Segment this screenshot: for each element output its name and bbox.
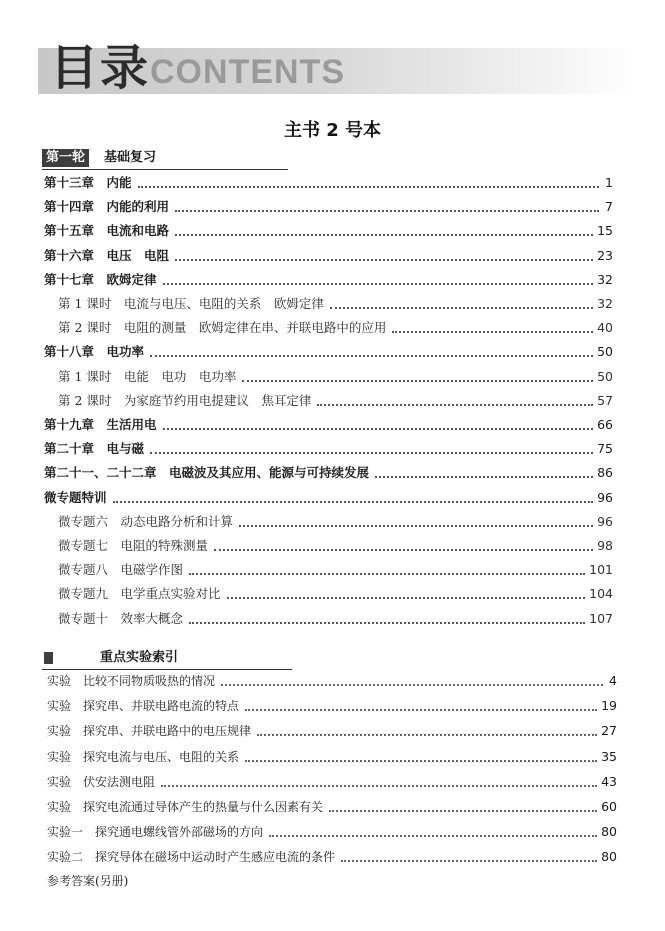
toc-entry-title: 第十八章 电功率 — [44, 344, 145, 360]
toc-entry-page: 50 — [597, 368, 613, 384]
toc-entry-page: 35 — [601, 748, 617, 764]
toc-entry-page: 19 — [601, 698, 617, 714]
dot-leader — [150, 451, 593, 454]
dot-leader — [341, 859, 597, 862]
toc-entry-page: 15 — [597, 223, 613, 239]
book-title: 主书 2 号本 — [283, 120, 382, 141]
dot-leader — [227, 596, 586, 599]
toc-entry-title: 第 2 课时 为家庭节约用电提建议 焦耳定律 — [58, 392, 312, 408]
toc-entry[interactable] — [44, 341, 613, 361]
toc-entry[interactable] — [47, 821, 617, 841]
toc-entry-title: 第二十章 电与磁 — [44, 441, 145, 457]
dot-leader — [239, 524, 593, 527]
toc-entry-title: 第二十一、二十二章 电磁波及其应用、能源与可持续发展 — [44, 465, 370, 481]
dot-leader — [257, 733, 597, 736]
section-tag: 第一轮 — [42, 149, 89, 167]
toc-entry-title: 第十九章 生活用电 — [44, 417, 157, 432]
toc-entry-title: 第十五章 电流和电路 — [44, 223, 170, 239]
toc-entry[interactable] — [58, 293, 613, 313]
toc-entry[interactable] — [44, 196, 613, 216]
toc-entry[interactable] — [47, 796, 617, 816]
toc-entry[interactable] — [44, 438, 613, 458]
toc-entry-title: 实验二 探究导体在磁场中运动时产生感应电流的条件 — [47, 850, 336, 865]
toc-entry-page: 50 — [597, 344, 613, 360]
toc-entry-page: 7 — [605, 199, 613, 215]
toc-entry-page: 86 — [597, 465, 613, 481]
toc-entry-title: 微专题六 动态电路分析和计算 — [58, 513, 234, 529]
toc-entry[interactable] — [58, 390, 613, 410]
dot-leader — [269, 834, 597, 837]
toc-entry[interactable] — [44, 487, 613, 507]
toc-entry-page: 75 — [597, 441, 613, 457]
toc-entry[interactable] — [58, 317, 613, 337]
toc-entry-page: 32 — [597, 271, 613, 287]
toc-entry-title: 微专题九 电学重点实验对比 — [58, 586, 221, 602]
toc-entry-title: 第十六章 电压 电阻 — [44, 247, 170, 263]
toc-entry-page: 96 — [597, 513, 613, 529]
toc-entry-title: 实验一 探究通电螺线管外部磁场的方向 — [47, 825, 264, 840]
dot-leader — [330, 306, 593, 309]
toc-entry[interactable] — [47, 746, 617, 766]
page-title-english: CONTENTS — [150, 53, 345, 91]
dot-leader — [329, 809, 597, 812]
toc-entry[interactable] — [58, 366, 613, 386]
toc-entry[interactable] — [47, 720, 617, 740]
dot-leader — [189, 572, 585, 575]
section-label: 基础复习 — [104, 150, 157, 165]
section-label: 重点实验索引 — [100, 650, 179, 665]
dot-leader — [150, 354, 593, 357]
toc-entry[interactable] — [47, 846, 617, 866]
dot-leader — [214, 548, 593, 551]
toc-entry-title: 第十三章 内能 — [44, 175, 132, 190]
toc-entry-title: 微专题十 效率大概念 — [58, 610, 184, 626]
toc-entry-page: 23 — [597, 247, 613, 263]
dot-leader — [375, 475, 593, 478]
toc-entry-title: 微专题特训 — [44, 489, 107, 505]
dot-leader — [221, 683, 603, 686]
dot-leader — [138, 185, 599, 188]
page-title: 目录 — [50, 40, 151, 96]
toc-entry-title: 实验 探究串、并联电路中的电压规律 — [47, 724, 252, 739]
toc-entry[interactable] — [58, 583, 613, 603]
toc-entry-title: 第 1 课时 电流与电压、电阻的关系 欧姆定律 — [58, 296, 324, 311]
toc-entry-page: 1 — [605, 175, 613, 190]
toc-entry[interactable] — [44, 172, 613, 192]
dot-leader — [189, 621, 585, 624]
toc-entry[interactable] — [44, 462, 613, 482]
section-header-review — [42, 149, 288, 170]
toc-entry[interactable] — [47, 670, 617, 690]
dot-leader — [175, 258, 593, 261]
dot-leader — [163, 427, 594, 430]
toc-entry[interactable] — [47, 695, 617, 715]
toc-entry-title: 实验 比较不同物质吸热的情况 — [47, 674, 216, 688]
toc-entry-page: 98 — [597, 538, 613, 553]
toc-entry-title: 实验 探究串、并联电路电流的特点 — [47, 699, 240, 714]
toc-entry[interactable] — [44, 245, 613, 265]
toc-entry[interactable] — [44, 414, 613, 434]
toc-entry-page: 40 — [597, 320, 613, 336]
toc-entry-page: 80 — [601, 824, 617, 840]
toc-entry-title: 微专题八 电磁学作图 — [58, 562, 184, 578]
toc-entry-title: 实验 探究电流与电压、电阻的关系 — [47, 749, 240, 764]
toc-entry-page: 60 — [601, 799, 617, 814]
section-header-experiments — [42, 649, 292, 670]
answer-note: 参考答案(另册) — [47, 874, 129, 888]
dot-leader — [242, 379, 593, 382]
toc-entry[interactable] — [44, 220, 613, 240]
dot-leader — [163, 282, 594, 285]
toc-entry[interactable] — [58, 559, 613, 579]
toc-entry-page: 66 — [597, 417, 613, 432]
toc-entry-title: 实验 探究电流通过导体产生的热量与什么因素有关 — [47, 800, 324, 814]
toc-entry-title: 第 1 课时 电能 电功 电功率 — [58, 368, 237, 384]
toc-entry-page: 96 — [597, 489, 613, 505]
section-marker — [44, 652, 53, 664]
dot-leader — [392, 330, 593, 333]
toc-entry-title: 第 2 课时 电阻的测量 欧姆定律在串、并联电路中的应用 — [58, 320, 387, 336]
toc-entry[interactable] — [47, 771, 617, 791]
toc-entry-page: 104 — [589, 586, 613, 602]
dot-leader — [317, 403, 593, 406]
dot-leader — [245, 708, 597, 711]
toc-entry-page: 80 — [601, 849, 617, 865]
toc-entry-page: 57 — [597, 392, 613, 408]
toc-entry-page: 101 — [589, 562, 613, 578]
dot-leader — [113, 500, 594, 503]
toc-entry[interactable] — [58, 535, 613, 555]
toc-entry-page: 32 — [597, 296, 613, 311]
toc-entry-page: 4 — [609, 673, 617, 688]
toc-entry[interactable] — [58, 608, 613, 628]
dot-leader — [175, 209, 599, 212]
toc-entry[interactable] — [58, 511, 613, 531]
toc-entry-title: 实验 伏安法测电阻 — [47, 774, 156, 789]
toc-entry-title: 第十四章 内能的利用 — [44, 199, 170, 215]
dot-leader — [245, 759, 597, 762]
toc-entry-title: 第十七章 欧姆定律 — [44, 271, 157, 287]
toc-entry-page: 107 — [589, 610, 613, 626]
dot-leader — [161, 784, 597, 787]
toc-entry-title: 微专题七 电阻的特殊测量 — [58, 538, 209, 553]
toc-entry-page: 43 — [601, 773, 617, 789]
dot-leader — [175, 233, 593, 236]
toc-entry[interactable] — [44, 269, 613, 289]
toc-entry-page: 27 — [601, 723, 617, 739]
